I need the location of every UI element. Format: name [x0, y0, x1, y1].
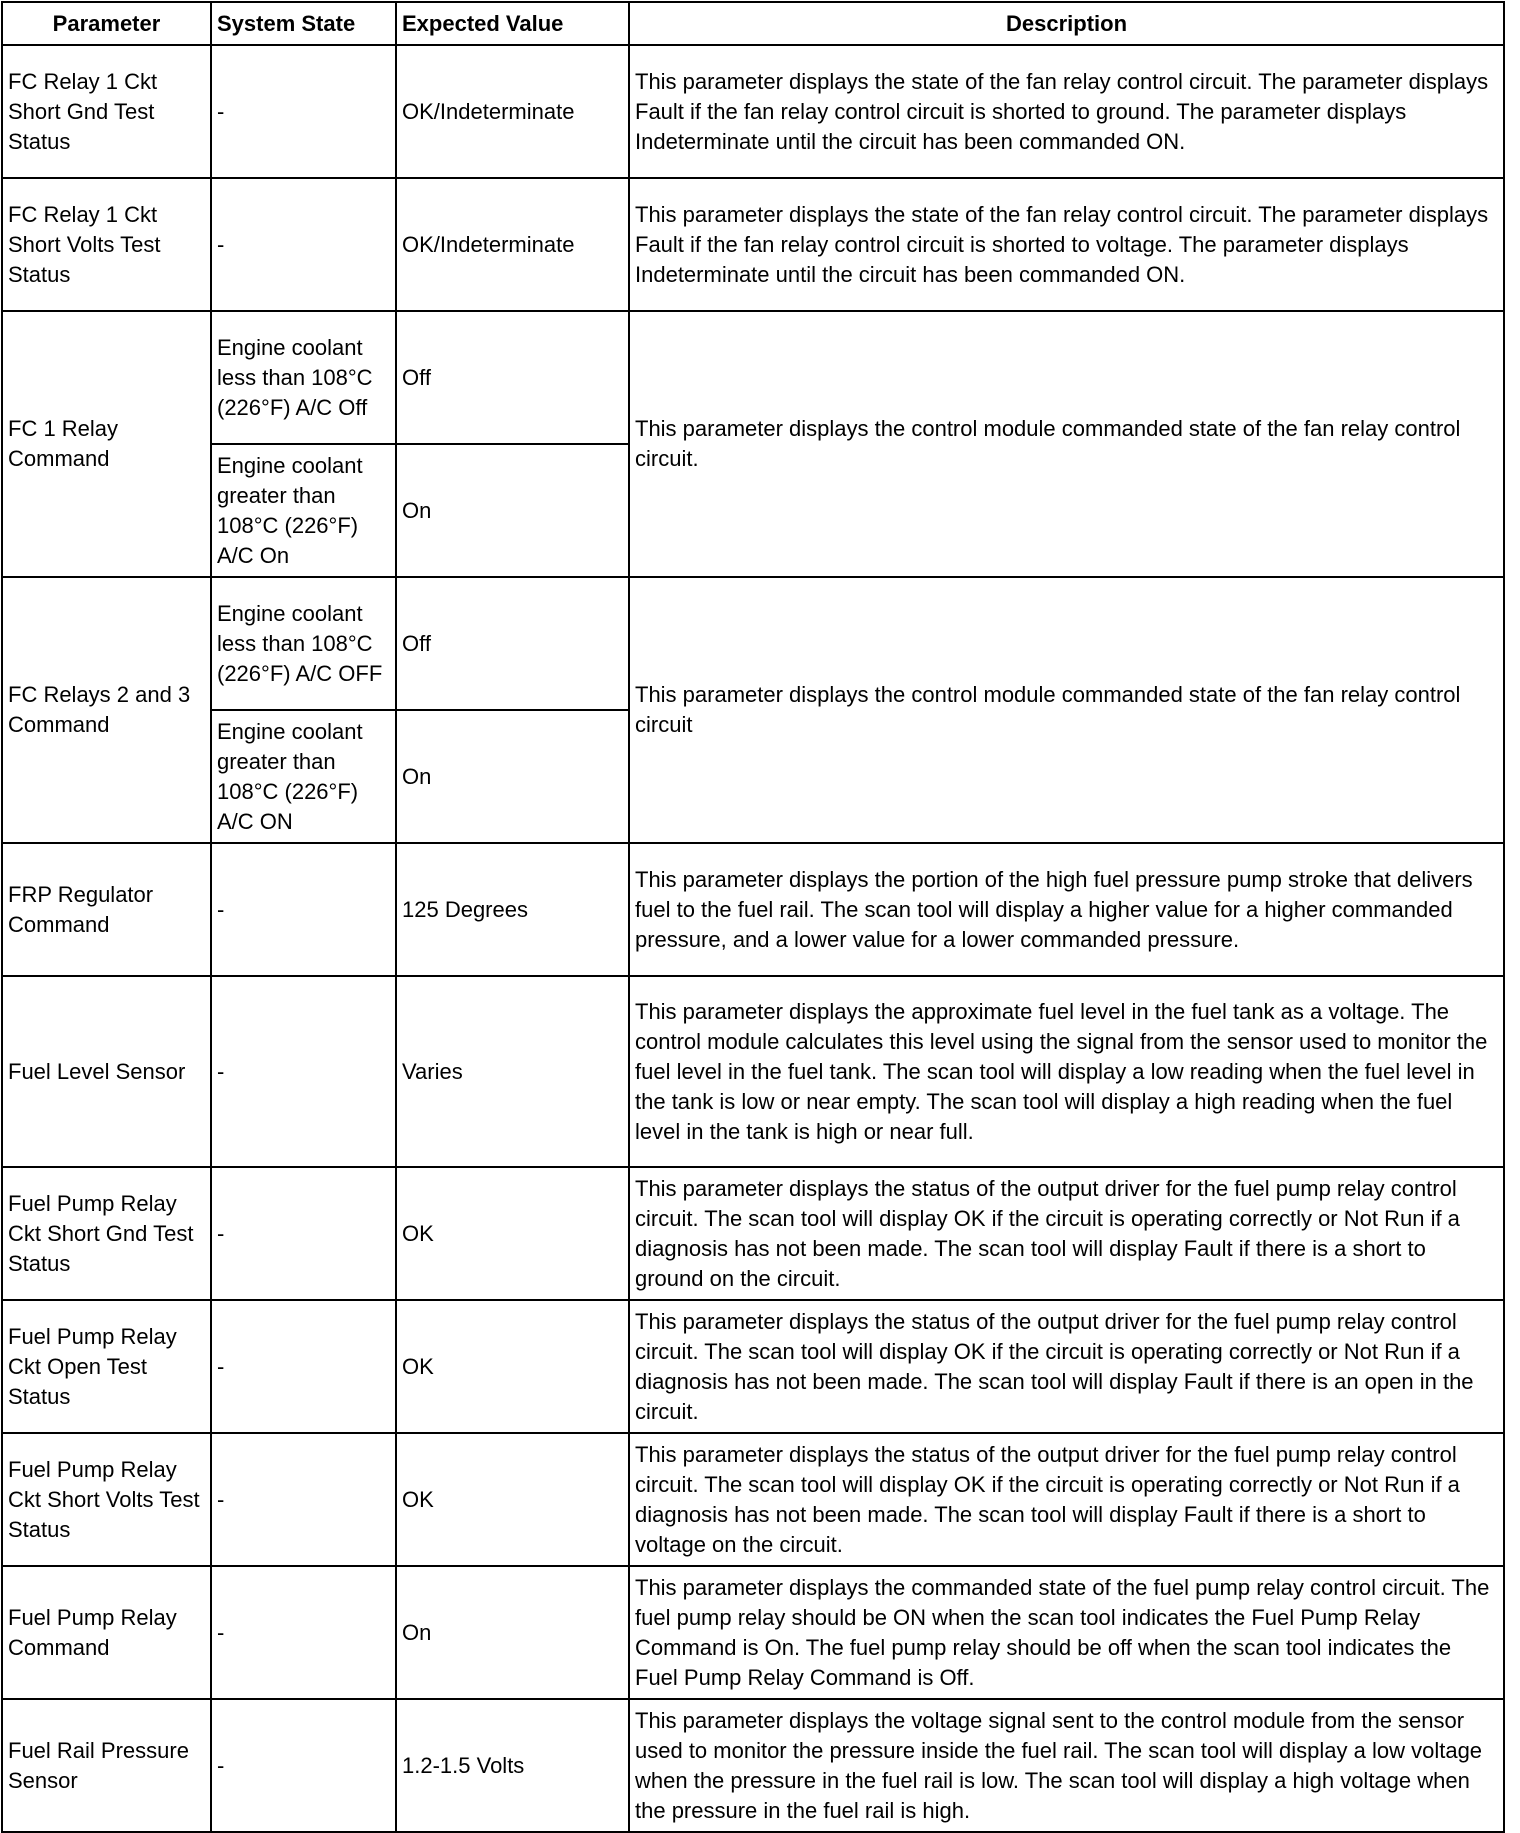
header-parameter: Parameter [2, 2, 211, 45]
expected-cell: On [396, 444, 629, 577]
expected-cell: On [396, 710, 629, 843]
parameter-cell: FC 1 Relay Command [2, 311, 211, 577]
state-cell: Engine coolant less than 108°C (226°F) A/C Off [211, 311, 396, 444]
table-row [2, 1699, 1504, 1832]
table-row [2, 1300, 1504, 1433]
state-cell: - [211, 1699, 396, 1832]
state-cell: - [211, 843, 396, 976]
parameter-cell: FC Relays 2 and 3 Command [2, 577, 211, 843]
description-cell: This parameter displays the status of the output driver for the fuel pump relay control circuit. The scan tool will display OK if the circuit is operating correctly or Not Run if a diagnosis has not been made. The scan tool will display Fault if there is a short to voltage on the circuit. [629, 1433, 1504, 1566]
description-cell: This parameter displays the approximate fuel level in the fuel tank as a voltage. The control module calculates this level using the signal from the sensor used to monitor the fuel level in the fuel tank. The scan tool will display a low reading when the fuel level in the tank is low or near empty. The scan tool will display a high reading when the fuel level in the tank is high or near full. [629, 976, 1504, 1167]
parameter-cell: Fuel Rail Pressure Sensor [2, 1699, 211, 1832]
expected-cell: OK [396, 1433, 629, 1566]
state-cell: Engine coolant greater than 108°C (226°F) A/C On [211, 444, 396, 577]
state-cell: - [211, 1566, 396, 1699]
state-cell: - [211, 1300, 396, 1433]
state-cell: Engine coolant greater than 108°C (226°F) A/C ON [211, 710, 396, 843]
table-row [2, 311, 1504, 444]
expected-cell: 125 Degrees [396, 843, 629, 976]
state-cell: - [211, 1433, 396, 1566]
expected-cell: OK/Indeterminate [396, 178, 629, 311]
description-cell: This parameter displays the voltage signal sent to the control module from the sensor used to monitor the pressure inside the fuel rail. The scan tool will display a low voltage when the pressure in the fuel rail is low. The scan tool will display a high voltage when the pressure in the fuel rail is high. [629, 1699, 1504, 1832]
table-row [2, 577, 1504, 710]
expected-cell: OK [396, 1300, 629, 1433]
parameter-cell: Fuel Pump Relay Ckt Short Gnd Test Status [2, 1167, 211, 1300]
expected-cell: Varies [396, 976, 629, 1167]
state-cell: - [211, 45, 396, 178]
table-row [2, 45, 1504, 178]
description-cell: This parameter displays the status of the output driver for the fuel pump relay control circuit. The scan tool will display OK if the circuit is operating correctly or Not Run if a diagnosis has not been made. The scan tool will display Fault if there is a short to ground on the circuit. [629, 1167, 1504, 1300]
parameter-cell: Fuel Pump Relay Ckt Open Test Status [2, 1300, 211, 1433]
expected-cell: On [396, 1566, 629, 1699]
table-row [2, 976, 1504, 1167]
expected-cell: Off [396, 311, 629, 444]
description-cell: This parameter displays the portion of the high fuel pressure pump stroke that delivers fuel to the fuel rail. The scan tool will display a higher value for a higher commanded pressure, and a lower value for a lower commanded pressure. [629, 843, 1504, 976]
header-description: Description [629, 2, 1504, 45]
description-cell: This parameter displays the state of the fan relay control circuit. The parameter displays Fault if the fan relay control circuit is shorted to ground. The parameter displays Indeterminate until the circuit has been commanded ON. [629, 45, 1504, 178]
description-cell: This parameter displays the status of the output driver for the fuel pump relay control circuit. The scan tool will display OK if the circuit is operating correctly or Not Run if a diagnosis has not been made. The scan tool will display Fault if there is an open in the circuit. [629, 1300, 1504, 1433]
expected-cell: 1.2-1.5 Volts [396, 1699, 629, 1832]
state-cell: Engine coolant less than 108°C (226°F) A/C OFF [211, 577, 396, 710]
table-row [2, 843, 1504, 976]
parameter-cell: Fuel Level Sensor [2, 976, 211, 1167]
expected-cell: OK/Indeterminate [396, 45, 629, 178]
parameter-cell: FRP Regulator Command [2, 843, 211, 976]
table-row [2, 1433, 1504, 1566]
description-cell: This parameter displays the commanded state of the fuel pump relay control circuit. The fuel pump relay should be ON when the scan tool indicates the Fuel Pump Relay Command is On. The fuel pump relay should be off when the scan tool indicates the Fuel Pump Relay Command is Off. [629, 1566, 1504, 1699]
expected-cell: OK [396, 1167, 629, 1300]
parameter-cell: FC Relay 1 Ckt Short Volts Test Status [2, 178, 211, 311]
expected-cell: Off [396, 577, 629, 710]
table-row [2, 1566, 1504, 1699]
description-cell: This parameter displays the state of the fan relay control circuit. The parameter displays Fault if the fan relay control circuit is shorted to voltage. The parameter displays Indeterminate until the circuit has been commanded ON. [629, 178, 1504, 311]
parameter-cell: Fuel Pump Relay Command [2, 1566, 211, 1699]
parameter-cell: Fuel Pump Relay Ckt Short Volts Test Status [2, 1433, 211, 1566]
state-cell: - [211, 976, 396, 1167]
description-cell: This parameter displays the control module commanded state of the fan relay control circuit [629, 577, 1504, 843]
header-system-state: System State [211, 2, 396, 45]
table-row [2, 178, 1504, 311]
state-cell: - [211, 178, 396, 311]
description-cell: This parameter displays the control module commanded state of the fan relay control circuit. [629, 311, 1504, 577]
header-row [2, 2, 1504, 45]
table-row [2, 1167, 1504, 1300]
parameter-table [1, 1, 1505, 1833]
state-cell: - [211, 1167, 396, 1300]
header-expected-value: Expected Value [396, 2, 629, 45]
parameter-cell: FC Relay 1 Ckt Short Gnd Test Status [2, 45, 211, 178]
